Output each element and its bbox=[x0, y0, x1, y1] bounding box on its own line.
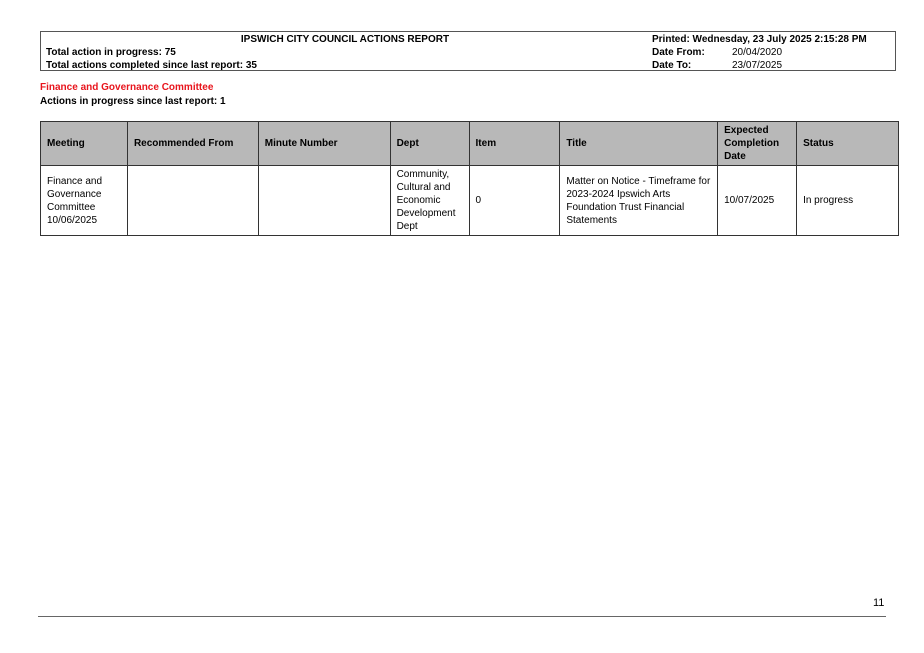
footer-divider bbox=[38, 616, 886, 617]
page-number: 11 bbox=[873, 597, 885, 609]
column-header-title: Title bbox=[560, 122, 718, 166]
report-header bbox=[40, 31, 896, 71]
cell-dept: Community, Cultural and Economic Development Dept bbox=[390, 166, 469, 236]
cell-status: In progress bbox=[797, 166, 899, 236]
column-header-dept: Dept bbox=[390, 122, 469, 166]
printed-timestamp: Printed: Wednesday, 23 July 2025 2:15:28 PM bbox=[652, 34, 867, 45]
column-header-expected-completion: Expected Completion Date bbox=[718, 122, 797, 166]
date-from-label: Date From: bbox=[652, 47, 705, 58]
cell-expected-completion: 10/07/2025 bbox=[718, 166, 797, 236]
table-row bbox=[41, 166, 899, 236]
committee-heading: Finance and Governance Committee bbox=[40, 82, 214, 93]
cell-title: Matter on Notice - Timeframe for 2023-2024 Ipswich Arts Foundation Trust Financial Statements bbox=[560, 166, 718, 236]
cell-minute-number bbox=[258, 166, 390, 236]
cell-meeting: Finance and Governance Committee 10/06/2025 bbox=[41, 166, 128, 236]
column-header-item: Item bbox=[469, 122, 560, 166]
total-completed: Total actions completed since last report: 35 bbox=[46, 60, 257, 71]
cell-item: 0 bbox=[469, 166, 560, 236]
cell-recommended-from bbox=[127, 166, 258, 236]
column-header-meeting: Meeting bbox=[41, 122, 128, 166]
date-to-value: 23/07/2025 bbox=[732, 60, 783, 71]
actions-table bbox=[40, 121, 899, 236]
column-header-status: Status bbox=[797, 122, 899, 166]
column-header-recommended-from: Recommended From bbox=[127, 122, 258, 166]
date-to-label: Date To: bbox=[652, 60, 692, 71]
table-header-row bbox=[41, 122, 899, 166]
actions-in-progress-count: Actions in progress since last report: 1 bbox=[40, 96, 226, 107]
report-title: IPSWICH CITY COUNCIL ACTIONS REPORT bbox=[240, 34, 450, 45]
column-header-minute-number: Minute Number bbox=[258, 122, 390, 166]
date-from-value: 20/04/2020 bbox=[732, 47, 783, 58]
total-in-progress: Total action in progress: 75 bbox=[46, 47, 176, 58]
